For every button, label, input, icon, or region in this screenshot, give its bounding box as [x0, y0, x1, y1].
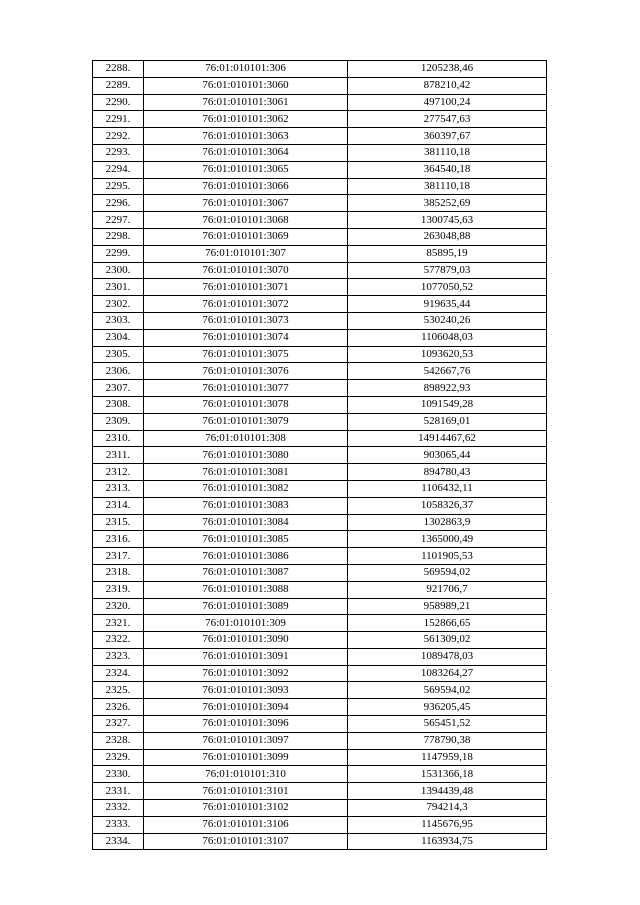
cadastral-number-cell: 76:01:010101:3092: [144, 665, 348, 682]
row-number-cell: 2299.: [93, 245, 144, 262]
table-row: [93, 279, 547, 296]
cadastral-number-cell: 76:01:010101:3090: [144, 632, 348, 649]
cadastral-number-cell: 76:01:010101:3085: [144, 531, 348, 548]
table-row: [93, 312, 547, 329]
cadastral-value-cell: 530240,26: [348, 312, 547, 329]
cadastral-value-cell: 936205,45: [348, 699, 547, 716]
cadastral-value-cell: 898922,93: [348, 380, 547, 397]
row-number-cell: 2333.: [93, 816, 144, 833]
table-row: [93, 800, 547, 817]
table-row: [93, 195, 547, 212]
row-number-cell: 2309.: [93, 413, 144, 430]
table-row: [93, 480, 547, 497]
table-row: [93, 161, 547, 178]
cadastral-value-table: [92, 60, 547, 850]
cadastral-number-cell: 76:01:010101:3063: [144, 128, 348, 145]
row-number-cell: 2330.: [93, 766, 144, 783]
cadastral-number-cell: 76:01:010101:3077: [144, 380, 348, 397]
row-number-cell: 2313.: [93, 480, 144, 497]
table-row: [93, 716, 547, 733]
cadastral-value-cell: 528169,01: [348, 413, 547, 430]
row-number-cell: 2294.: [93, 161, 144, 178]
cadastral-number-cell: 76:01:010101:3078: [144, 396, 348, 413]
cadastral-number-cell: 76:01:010101:3071: [144, 279, 348, 296]
cadastral-value-cell: 778790,38: [348, 732, 547, 749]
cadastral-value-cell: 794214,3: [348, 800, 547, 817]
row-number-cell: 2314.: [93, 497, 144, 514]
row-number-cell: 2303.: [93, 312, 144, 329]
cadastral-number-cell: 76:01:010101:308: [144, 430, 348, 447]
cadastral-value-cell: 577879,03: [348, 262, 547, 279]
cadastral-value-cell: 85895,19: [348, 245, 547, 262]
table-row: [93, 464, 547, 481]
cadastral-value-cell: 1083264,27: [348, 665, 547, 682]
row-number-cell: 2317.: [93, 548, 144, 565]
cadastral-value-cell: 1365000,49: [348, 531, 547, 548]
table-row: [93, 77, 547, 94]
row-number-cell: 2315.: [93, 514, 144, 531]
cadastral-value-cell: 385252,69: [348, 195, 547, 212]
cadastral-number-cell: 76:01:010101:3087: [144, 564, 348, 581]
cadastral-value-cell: 1106048,03: [348, 329, 547, 346]
row-number-cell: 2316.: [93, 531, 144, 548]
cadastral-value-cell: 1300745,63: [348, 212, 547, 229]
table-row: [93, 212, 547, 229]
table-row: [93, 128, 547, 145]
cadastral-number-cell: 76:01:010101:306: [144, 61, 348, 78]
cadastral-value-cell: 1205238,46: [348, 61, 547, 78]
cadastral-value-cell: 1394439,48: [348, 783, 547, 800]
cadastral-value-cell: 1101905,53: [348, 548, 547, 565]
cadastral-value-cell: 14914467,62: [348, 430, 547, 447]
cadastral-value-cell: 360397,67: [348, 128, 547, 145]
row-number-cell: 2326.: [93, 699, 144, 716]
cadastral-number-cell: 76:01:010101:3066: [144, 178, 348, 195]
cadastral-number-cell: 76:01:010101:310: [144, 766, 348, 783]
table-row: [93, 732, 547, 749]
cadastral-value-cell: 1091549,28: [348, 396, 547, 413]
row-number-cell: 2331.: [93, 783, 144, 800]
row-number-cell: 2327.: [93, 716, 144, 733]
table-row: [93, 245, 547, 262]
row-number-cell: 2289.: [93, 77, 144, 94]
cadastral-number-cell: 76:01:010101:3067: [144, 195, 348, 212]
table-row: [93, 363, 547, 380]
cadastral-value-cell: 894780,43: [348, 464, 547, 481]
table-row: [93, 94, 547, 111]
table-row: [93, 296, 547, 313]
cadastral-value-cell: 277547,63: [348, 111, 547, 128]
row-number-cell: 2295.: [93, 178, 144, 195]
row-number-cell: 2306.: [93, 363, 144, 380]
cadastral-value-cell: 364540,18: [348, 161, 547, 178]
table-row: [93, 699, 547, 716]
cadastral-value-cell: 569594,02: [348, 682, 547, 699]
cadastral-number-cell: 76:01:010101:3064: [144, 144, 348, 161]
table-row: [93, 178, 547, 195]
table-row: [93, 581, 547, 598]
cadastral-number-cell: 76:01:010101:3086: [144, 548, 348, 565]
cadastral-value-cell: 263048,88: [348, 228, 547, 245]
table-row: [93, 598, 547, 615]
cadastral-number-cell: 76:01:010101:3083: [144, 497, 348, 514]
cadastral-number-cell: 76:01:010101:3062: [144, 111, 348, 128]
cadastral-number-cell: 76:01:010101:3093: [144, 682, 348, 699]
row-number-cell: 2292.: [93, 128, 144, 145]
table-row: [93, 497, 547, 514]
row-number-cell: 2310.: [93, 430, 144, 447]
cadastral-number-cell: 76:01:010101:3094: [144, 699, 348, 716]
cadastral-value-cell: 921706,7: [348, 581, 547, 598]
row-number-cell: 2322.: [93, 632, 144, 649]
row-number-cell: 2301.: [93, 279, 144, 296]
table-row: [93, 648, 547, 665]
cadastral-value-cell: 903065,44: [348, 447, 547, 464]
row-number-cell: 2319.: [93, 581, 144, 598]
table-row: [93, 833, 547, 850]
cadastral-value-cell: 497100,24: [348, 94, 547, 111]
cadastral-value-cell: 1531366,18: [348, 766, 547, 783]
row-number-cell: 2291.: [93, 111, 144, 128]
cadastral-number-cell: 76:01:010101:3106: [144, 816, 348, 833]
cadastral-number-cell: 76:01:010101:3068: [144, 212, 348, 229]
cadastral-number-cell: 76:01:010101:307: [144, 245, 348, 262]
table-row: [93, 548, 547, 565]
table-row: [93, 396, 547, 413]
row-number-cell: 2293.: [93, 144, 144, 161]
cadastral-value-cell: 1302863,9: [348, 514, 547, 531]
row-number-cell: 2297.: [93, 212, 144, 229]
cadastral-value-cell: 1093620,53: [348, 346, 547, 363]
row-number-cell: 2300.: [93, 262, 144, 279]
row-number-cell: 2311.: [93, 447, 144, 464]
cadastral-number-cell: 76:01:010101:3080: [144, 447, 348, 464]
table-row: [93, 228, 547, 245]
table-row: [93, 61, 547, 78]
table-row: [93, 430, 547, 447]
table-row: [93, 816, 547, 833]
cadastral-number-cell: 76:01:010101:3070: [144, 262, 348, 279]
cadastral-number-cell: 76:01:010101:3060: [144, 77, 348, 94]
row-number-cell: 2290.: [93, 94, 144, 111]
cadastral-value-cell: 152866,65: [348, 615, 547, 632]
row-number-cell: 2288.: [93, 61, 144, 78]
row-number-cell: 2325.: [93, 682, 144, 699]
cadastral-number-cell: 76:01:010101:3107: [144, 833, 348, 850]
cadastral-value-cell: 1089478,03: [348, 648, 547, 665]
table-row: [93, 632, 547, 649]
cadastral-value-cell: 919635,44: [348, 296, 547, 313]
table-row: [93, 531, 547, 548]
table-body: [93, 61, 547, 850]
table-row: [93, 665, 547, 682]
cadastral-number-cell: 76:01:010101:3096: [144, 716, 348, 733]
cadastral-number-cell: 76:01:010101:3101: [144, 783, 348, 800]
table-row: [93, 564, 547, 581]
row-number-cell: 2318.: [93, 564, 144, 581]
cadastral-number-cell: 76:01:010101:3097: [144, 732, 348, 749]
row-number-cell: 2321.: [93, 615, 144, 632]
cadastral-number-cell: 76:01:010101:3075: [144, 346, 348, 363]
row-number-cell: 2312.: [93, 464, 144, 481]
row-number-cell: 2305.: [93, 346, 144, 363]
cadastral-value-cell: 561309,02: [348, 632, 547, 649]
row-number-cell: 2328.: [93, 732, 144, 749]
cadastral-number-cell: 76:01:010101:3088: [144, 581, 348, 598]
cadastral-number-cell: 76:01:010101:3074: [144, 329, 348, 346]
row-number-cell: 2296.: [93, 195, 144, 212]
cadastral-value-cell: 958989,21: [348, 598, 547, 615]
cadastral-number-cell: 76:01:010101:3061: [144, 94, 348, 111]
cadastral-number-cell: 76:01:010101:3091: [144, 648, 348, 665]
cadastral-value-cell: 1147959,18: [348, 749, 547, 766]
cadastral-value-cell: 381110,18: [348, 178, 547, 195]
cadastral-value-cell: 1163934,75: [348, 833, 547, 850]
row-number-cell: 2320.: [93, 598, 144, 615]
row-number-cell: 2308.: [93, 396, 144, 413]
cadastral-number-cell: 76:01:010101:3069: [144, 228, 348, 245]
table-row: [93, 682, 547, 699]
row-number-cell: 2329.: [93, 749, 144, 766]
cadastral-number-cell: 76:01:010101:3072: [144, 296, 348, 313]
cadastral-value-cell: 1106432,11: [348, 480, 547, 497]
table-row: [93, 749, 547, 766]
table-row: [93, 262, 547, 279]
table-row: [93, 329, 547, 346]
table-row: [93, 380, 547, 397]
cadastral-value-cell: 878210,42: [348, 77, 547, 94]
table-row: [93, 447, 547, 464]
cadastral-value-cell: 381110,18: [348, 144, 547, 161]
table-row: [93, 413, 547, 430]
table-row: [93, 615, 547, 632]
cadastral-value-cell: 1077050,52: [348, 279, 547, 296]
cadastral-value-cell: 569594,02: [348, 564, 547, 581]
cadastral-value-cell: 1058326,37: [348, 497, 547, 514]
cadastral-number-cell: 76:01:010101:3081: [144, 464, 348, 481]
cadastral-number-cell: 76:01:010101:309: [144, 615, 348, 632]
cadastral-number-cell: 76:01:010101:3082: [144, 480, 348, 497]
table-row: [93, 514, 547, 531]
cadastral-number-cell: 76:01:010101:3065: [144, 161, 348, 178]
table-row: [93, 144, 547, 161]
cadastral-number-cell: 76:01:010101:3099: [144, 749, 348, 766]
row-number-cell: 2324.: [93, 665, 144, 682]
cadastral-number-cell: 76:01:010101:3073: [144, 312, 348, 329]
row-number-cell: 2334.: [93, 833, 144, 850]
cadastral-number-cell: 76:01:010101:3079: [144, 413, 348, 430]
row-number-cell: 2323.: [93, 648, 144, 665]
row-number-cell: 2304.: [93, 329, 144, 346]
row-number-cell: 2298.: [93, 228, 144, 245]
cadastral-number-cell: 76:01:010101:3084: [144, 514, 348, 531]
table-row: [93, 766, 547, 783]
cadastral-value-cell: 542667,76: [348, 363, 547, 380]
cadastral-value-cell: 1145676,95: [348, 816, 547, 833]
cadastral-value-cell: 565451,52: [348, 716, 547, 733]
cadastral-number-cell: 76:01:010101:3089: [144, 598, 348, 615]
cadastral-number-cell: 76:01:010101:3076: [144, 363, 348, 380]
row-number-cell: 2332.: [93, 800, 144, 817]
table-row: [93, 111, 547, 128]
table-row: [93, 346, 547, 363]
row-number-cell: 2302.: [93, 296, 144, 313]
cadastral-number-cell: 76:01:010101:3102: [144, 800, 348, 817]
table-row: [93, 783, 547, 800]
row-number-cell: 2307.: [93, 380, 144, 397]
